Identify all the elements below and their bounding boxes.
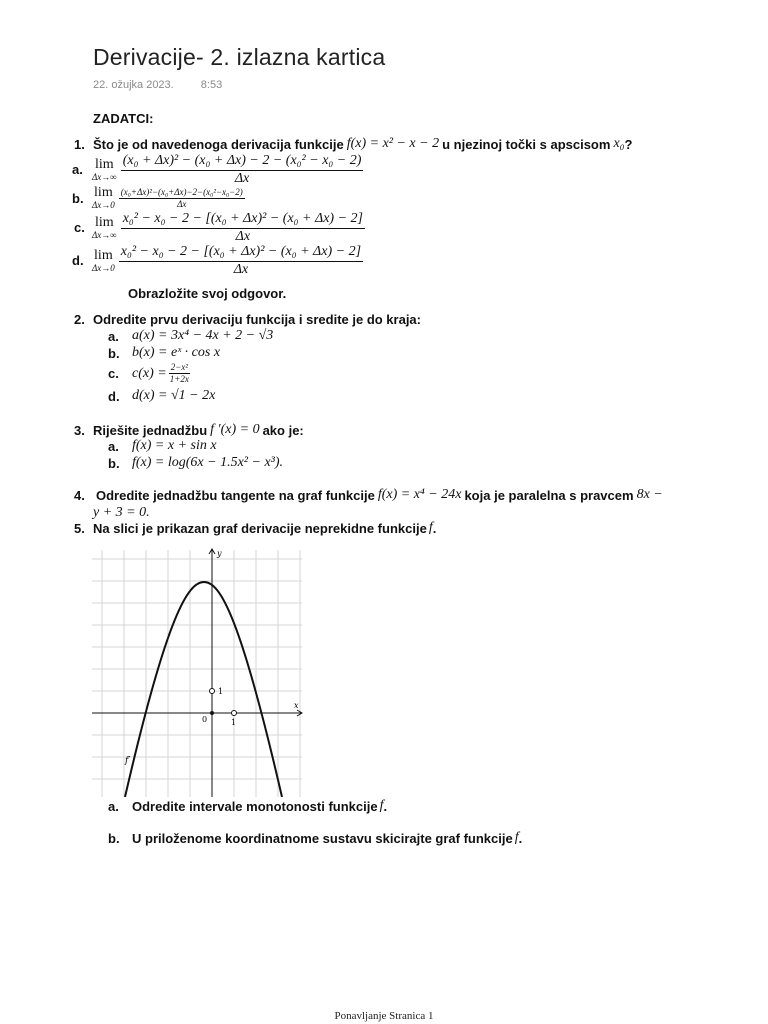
task-5-item-a [108,798,387,814]
lim-text: lim [94,185,113,200]
task-5 [74,520,436,536]
item-text: . [383,798,388,814]
limit-operator [92,186,115,210]
task-2-item-d [108,388,215,404]
task-text: Odredite prvu derivaciju funkcija i sredite je do kraja: [93,312,421,327]
task-math: f ′(x) = 0 [210,422,260,437]
task-number: 1. [74,136,85,152]
item-label: a. [108,798,119,814]
item-label: a. [108,438,119,454]
lim-sub: Δx→0 [92,262,115,273]
point-y1 [210,689,215,694]
y-one-label: 1 [218,687,224,696]
task-3 [74,422,304,438]
denominator: Δx [234,171,250,186]
fraction [119,187,245,210]
task-2-item-a [108,328,273,344]
limit-operator [92,158,117,182]
explain-text: Obrazložite svoj odgovor. [128,286,287,301]
task-text: koja je paralelna s pravcem [464,487,634,503]
task-2-item-c [108,362,190,385]
fraction [121,152,364,187]
task-number: 4. [74,487,85,503]
task-text: Što je od navedenoga derivacija funkcije [93,136,344,152]
item-label: c. [108,366,119,381]
page-date: 22. ožujka 2023. [93,79,174,91]
denominator: 1+2x [169,374,189,384]
lim-sub: Δx→∞ [92,229,117,240]
option-a [72,152,363,187]
numerator: x₀² − x₀ − 2 − [(x₀ + Δx)² − (x₀ + Δx) − 2] [121,210,365,229]
item-text: . [518,830,523,846]
task-math: f [428,520,433,535]
page-time: 8:53 [200,79,223,91]
item-math: a(x) = 3x⁴ − 4x + 2 − √3 [132,328,274,343]
page-footer: Ponavljanje Stranica 1 [334,1010,434,1022]
option-label: b. [72,190,84,206]
item-math: b(x) = eˣ · cos x [132,345,221,360]
task-1 [74,136,632,152]
numerator: x₀² − x₀ − 2 − [(x₀ + Δx)² − (x₀ + Δx) − 2] [119,243,363,262]
item-text: Odredite intervale monotonosti funkcije [132,798,378,814]
lim-sub: Δx→∞ [92,171,117,182]
numerator: 2−x² [170,362,188,372]
task-text: ako je: [262,422,304,438]
task-text: Na slici je prikazan graf derivacije neprekidne funkcije [93,520,427,536]
lim-sub: Δx→0 [92,200,115,210]
task-5-item-b [108,830,522,846]
item-text: U priloženome koordinatnome sustavu skicirajte graf funkcije [132,830,513,846]
lim-text: lim [95,156,114,172]
curve-label: f′ [125,756,131,766]
item-label: b. [108,345,120,361]
item-math: f [514,830,519,845]
denominator: Δx [235,229,251,244]
item-math: f(x) = x + sin x [132,438,217,453]
origin-label: 0 [202,715,208,724]
option-d [72,243,363,278]
fraction [119,243,363,278]
point-x1 [232,711,237,716]
x-axis-label: x [294,701,299,710]
task-math: y + 3 = 0. [93,505,150,520]
y-axis-label: y [217,549,222,558]
task-4 [74,487,663,503]
derivative-graph [92,545,306,797]
task-text: . [432,520,437,536]
task-2 [74,312,421,327]
option-label: a. [72,162,83,177]
lim-text: lim [95,214,114,230]
task-math: f(x) = x² − x − 2 [346,136,440,151]
task-math: x₀ [613,136,625,151]
task-text: ? [624,136,633,152]
option-label: d. [72,253,84,268]
limit-operator [92,249,115,273]
item-math: c(x) = [132,365,167,381]
option-b [72,186,245,210]
item-label: d. [108,388,120,404]
task-3-item-a [108,438,217,454]
x-one-label: 1 [231,718,237,727]
page-title: Derivacije- 2. izlazna kartica [93,44,386,70]
task-3-item-b [108,455,283,471]
task-math: 8x − [636,487,663,502]
task-text: Odredite jednadžbu tangente na graf funkcije [96,487,375,503]
numerator: (x₀+Δx)²−(x₀+Δx)−2−(x₀²−x₀−2) [120,186,243,197]
item-label: b. [108,830,120,846]
task-number: 3. [74,422,85,438]
derivative-curve [125,582,282,797]
task-number: 5. [74,520,85,536]
lim-text: lim [94,247,113,263]
limit-operator [92,216,117,240]
page-meta [93,79,246,91]
point-origin [210,711,214,715]
tasks-heading: ZADATCI: [93,111,154,126]
item-label: b. [108,455,120,471]
item-math: f(x) = log(6x − 1.5x² − x³). [132,455,284,470]
denominator: Δx [177,198,187,209]
denominator: Δx [233,262,249,277]
item-label: a. [108,328,119,344]
option-label: c. [74,220,85,235]
graph-grid [92,550,302,797]
item-math: d(x) = √1 − 2x [132,388,216,403]
numerator: (x₀ + Δx)² − (x₀ + Δx) − 2 − (x₀² − x₀ − 2) [121,152,364,171]
task-number: 2. [74,312,85,327]
fraction [121,210,365,245]
task-text: Riješite jednadžbu [93,422,208,438]
task-4-continued [93,503,150,521]
option-c [74,210,365,245]
task-2-item-b [108,345,220,361]
item-math: f [379,798,384,813]
task-text: u njezinoj točki s apscisom [442,136,611,152]
task-math: f(x) = x⁴ − 24x [377,487,462,502]
fraction [169,362,190,385]
